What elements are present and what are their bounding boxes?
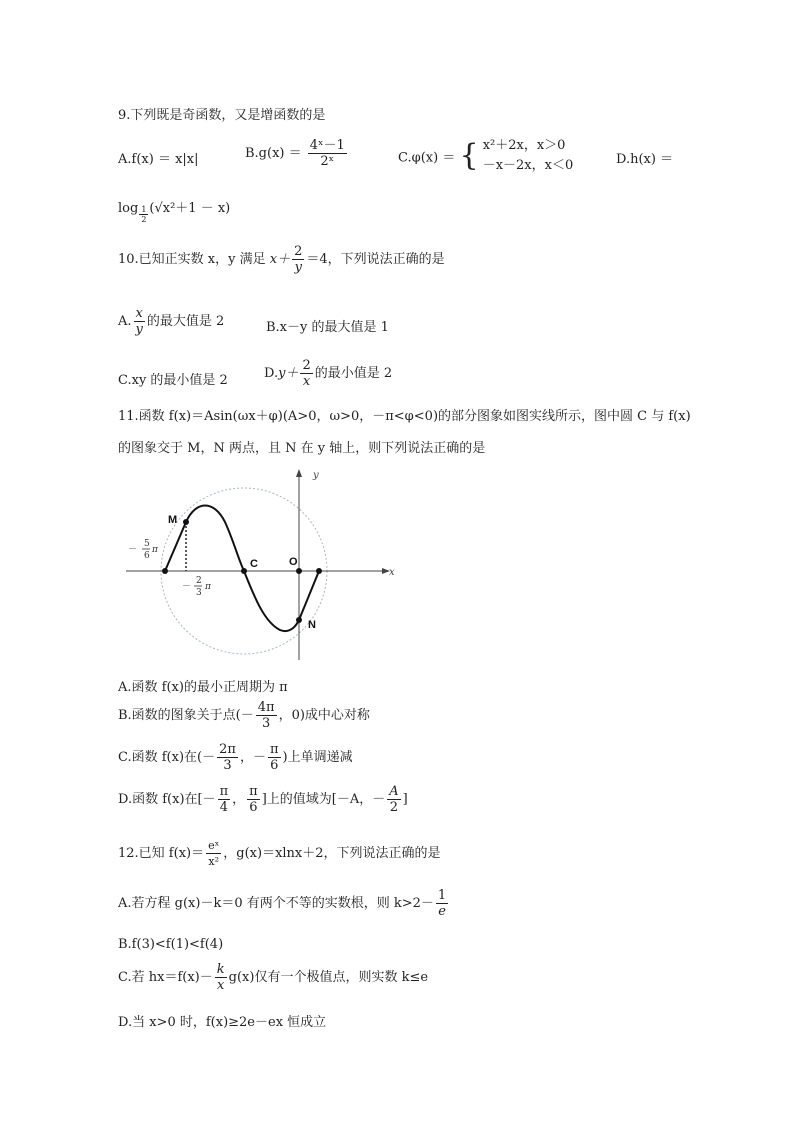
q12-stem: 12.已知 f(x)＝ $\frac{\text{eˣ}}{\text{x²}}$ ，g(x)＝xlnx＋2，下列说法正确的是 (118, 839, 441, 868)
q12-option-a-fraction: $\frac{1}{e}$ (437, 888, 447, 919)
q11-stem-line2: 的图象交于 M，N 两点，且 N 在 y 轴上，则下列说法正确的是 (118, 441, 486, 456)
q12-option-a: A.若方程 g(x)－k＝0 有两个不等的实数根，则 k>2－ $\frac{1}{e}$ (118, 888, 447, 919)
q9-brace: { (459, 138, 479, 173)
q9-option-b-fraction: $\frac{\text{4ˣ－1}}{\text{2ˣ}}$ (309, 138, 345, 169)
q11-option-a: A.函数 f(x)的最小正周期为 π (118, 680, 288, 695)
q11-option-d-fraction-3: $\frac{A}{2}$ (389, 784, 399, 815)
label-c: C (250, 558, 258, 570)
tick-label-neg-2-3-pi (182, 576, 212, 598)
point-n (296, 617, 302, 623)
q10-option-a-fraction: $\frac{x}{y}$ (135, 306, 143, 337)
q12-stem-fraction: $\frac{\text{eˣ}}{\text{x²}}$ (208, 839, 220, 868)
q9-cases: x²＋2x，x＞0 －x－2x，x＜0 (482, 138, 574, 173)
y-axis-arrow (296, 469, 302, 477)
q12-option-c: C.若 hx＝f(x)－ $\frac{k}{x}$ g(x)仅有一个极值点，则实数 k≤e (118, 962, 429, 993)
point-c (241, 568, 247, 574)
q10-option-d-fraction: $\frac{2}{x}$ (302, 358, 311, 389)
svg-text:3: 3 (196, 588, 202, 598)
q12-option-d: D.当 x>0 时，f(x)≥2e－ex 恒成立 (118, 1015, 327, 1030)
svg-text:π: π (152, 545, 158, 555)
q9-option-a: A.f(x) ＝ x|x| (118, 152, 199, 167)
q11-option-c-fraction-1: $\frac{2\pi}{3}$ (219, 742, 236, 773)
q11-option-b-fraction: $\frac{4\pi}{3}$ (257, 700, 275, 731)
point-o (296, 568, 302, 574)
q12-option-b: B.f(3)<f(1)<f(4) (118, 937, 224, 952)
label-o: O (289, 556, 298, 568)
q9-option-d-expr: log $\frac{1}{2}$ (√x²＋1 － x) (118, 201, 231, 224)
label-n: N (308, 619, 316, 631)
svg-text:π: π (205, 582, 211, 592)
svg-text:－: － (182, 582, 192, 592)
q11-option-c: C.函数 f(x)在(－ $\frac{2\pi}{3}$ ，－ $\frac{\pi}{6}$ )上单调递减 (118, 742, 353, 773)
q9-stem: 9.下列既是奇函数，又是增函数的是 (118, 108, 326, 123)
q9-log-base: $\frac{1}{2}$ (141, 205, 147, 224)
q10-stem: 10.已知正实数 x，y 满足 x＋ $\frac{2}{y}$ ＝4，下列说法正确的是 (118, 244, 445, 275)
q10-stem-fraction: $\frac{2}{y}$ (294, 244, 303, 275)
point-m (183, 519, 189, 525)
q11-option-d-fraction-1: $\frac{\pi}{4}$ (219, 784, 229, 815)
q10-option-a: A. $\frac{x}{y}$ 的最大值是 2 (118, 306, 225, 337)
q9-option-b: B.g(x) ＝ $\frac{\text{4ˣ－1}}{\text{2ˣ}}$ (245, 138, 345, 169)
q11-option-d-fraction-2: $\frac{\pi}{6}$ (249, 784, 258, 815)
q12-option-c-fraction: $\frac{k}{x}$ (216, 962, 225, 993)
q11-stem-line1: 11.函数 f(x)＝Asin(ωx＋φ)(A>0，ω>0，－π<φ<0)的部分图象如图实线所示，图中圆 C 与 f(x) (118, 409, 691, 424)
label-m: M (168, 514, 178, 526)
svg-text:6: 6 (144, 551, 150, 561)
q10-option-b: B.x－y 的最大值是 1 (266, 320, 389, 335)
point-right-zero (316, 568, 322, 574)
point-left-zero (162, 568, 168, 574)
q10-option-c: C.xy 的最小值是 2 (118, 373, 228, 388)
label-x: x (389, 567, 395, 578)
q9-option-d-head: D.h(x) ＝ (616, 152, 674, 167)
function-curve (165, 506, 319, 632)
q10-option-d: D.y＋ $\frac{2}{x}$ 的最小值是 2 (264, 358, 393, 389)
q11-figure (118, 462, 408, 668)
svg-text:－: － (128, 545, 138, 555)
svg-text:2: 2 (196, 576, 202, 586)
tick-label-neg-5-6-pi (128, 539, 159, 561)
q9-option-c: C.φ(x) ＝ { x²＋2x，x＞0 －x－2x，x＜0 (398, 136, 573, 176)
q11-option-c-fraction-2: $\frac{\pi}{6}$ (269, 742, 279, 773)
svg-text:5: 5 (144, 539, 150, 549)
label-y: y (313, 470, 319, 481)
q11-option-d: D.函数 f(x)在[－ $\frac{\pi}{4}$ ， $\frac{\pi}{6}$ ]上的值域为[－A，－ $\frac{A}{2}$ ] (118, 784, 408, 815)
q11-option-b: B.函数的图象关于点(－ $\frac{4\pi}{3}$ ，0)成中心对称 (118, 700, 370, 731)
